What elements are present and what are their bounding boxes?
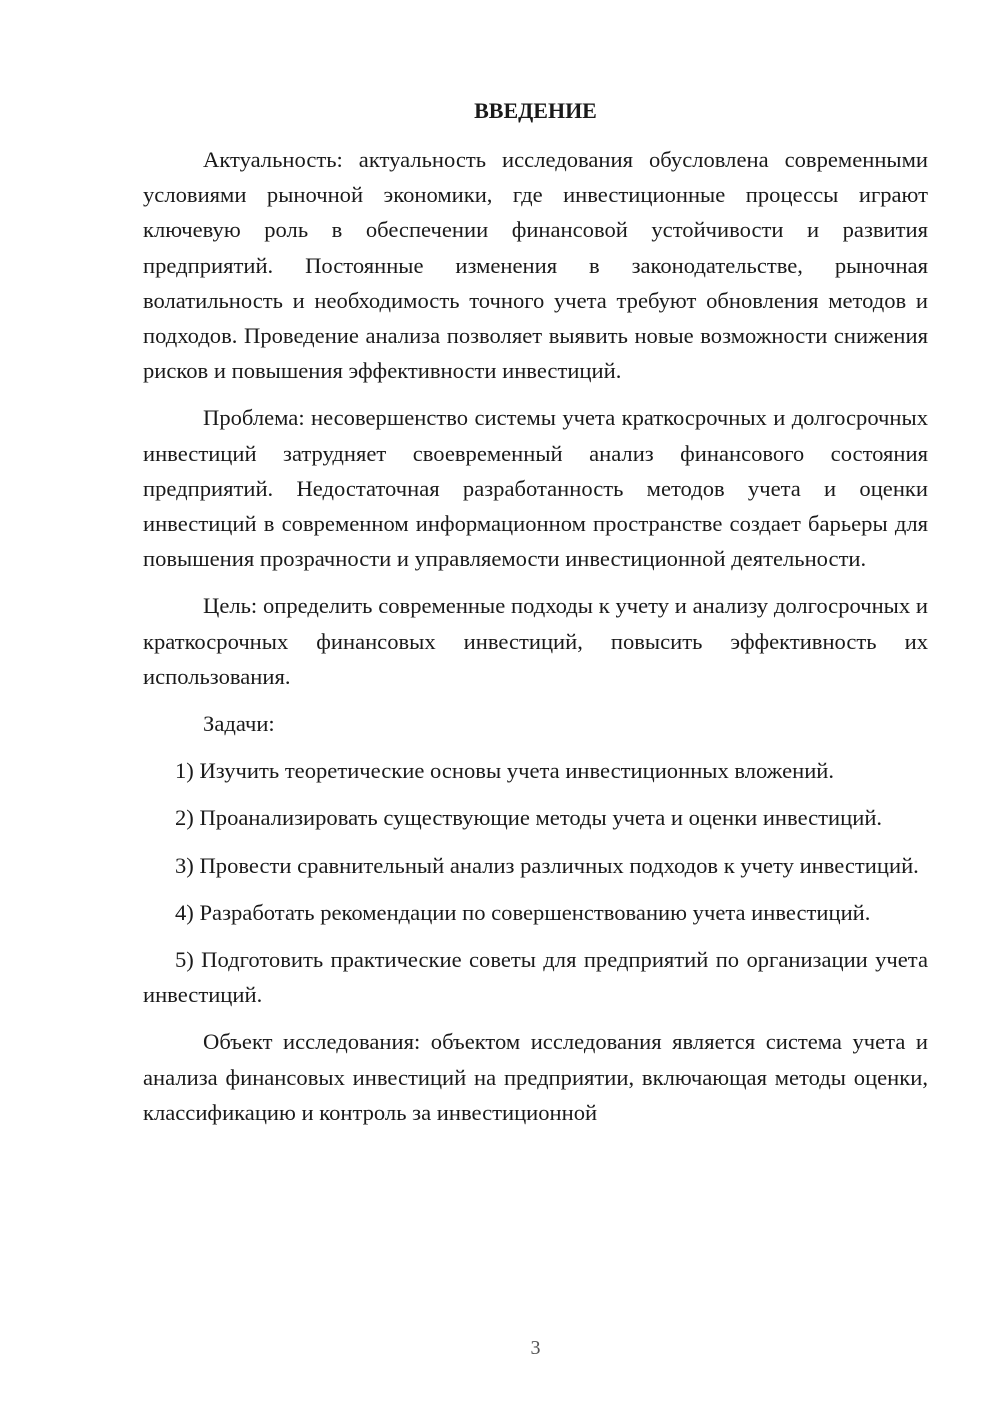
paragraph-goal: Цель: определить современные подходы к учету и анализу долгосрочных и краткосрочных финансовых инвестиций, повысить эффективность их использования. [143, 593, 928, 689]
task-item-4: 4) Разработать рекомендации по совершенствованию учета инвестиций. [175, 899, 871, 925]
paragraph-tasks-heading: Задачи: [203, 711, 275, 737]
task-item-3: 3) Провести сравнительный анализ различных подходов к учету инвестиций. [175, 852, 919, 878]
document-body [143, 142, 928, 1142]
page-number: 3 [530, 1337, 541, 1359]
task-item-2: 2) Проанализировать существующие методы учета и оценки инвестиций. [175, 805, 883, 831]
task-item-5: 5) Подготовить практические советы для предприятий по организации учета инвестиций. [143, 947, 928, 1008]
page-title: ВВЕДЕНИЕ [474, 98, 597, 123]
paragraph-relevance: Актуальность: актуальность исследования обусловлена современными условиями рыночной экономики, где инвестиционные процессы играют ключевую роль в обеспечении финансовой устойчивости и развития предприятий. Постоянные изменения в законодательстве, рыночная волатильность и необходимость точного учета требуют обновления методов и подходов. Проведение анализа позволяет выявить новые возможности снижения рисков и повышения эффективности инвестиций. [143, 147, 928, 384]
paragraph-object: Объект исследования: объектом исследования является система учета и анализа финансовых инвестиций на предприятии, включающая методы оценки, классификацию и контроль за инвестиционной [143, 1029, 928, 1125]
paragraph-problem: Проблема: несовершенство системы учета краткосрочных и долгосрочных инвестиций затрудняет своевременный анализ финансового состояния предприятий. Недостаточная разработанность методов учета и оценки инвестиций в современном информационном пространстве создает барьеры для повышения прозрачности и управляемости инвестиционной деятельности. [143, 405, 928, 572]
task-item-1: 1) Изучить теоретические основы учета инвестиционных вложений. [175, 758, 835, 784]
document-page [143, 0, 928, 1414]
